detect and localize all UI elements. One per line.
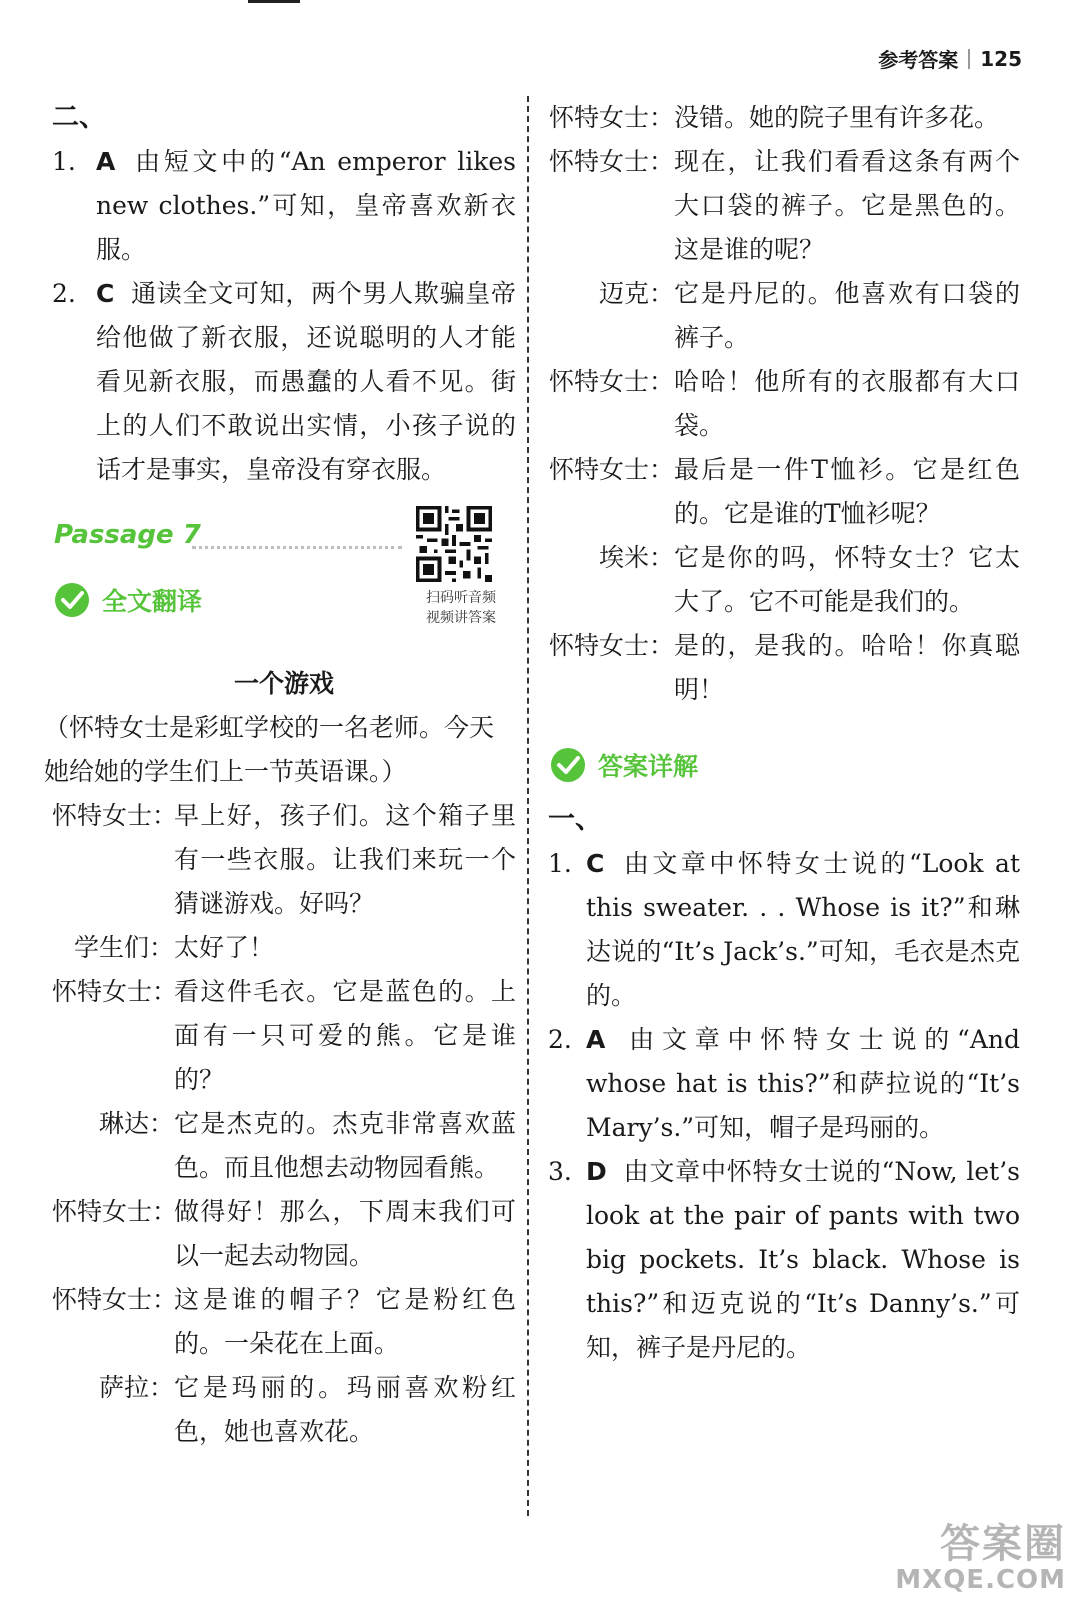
- line-text: 是的，是我的。哈哈！你真聪明！: [674, 631, 1020, 704]
- dialogue-line: [52, 1278, 516, 1366]
- speaker: 埃米：: [598, 543, 674, 572]
- qr-caption-line: 扫码听音频: [426, 590, 496, 606]
- section-mark-two: 二、: [52, 102, 106, 133]
- left-column: [44, 96, 516, 1454]
- line-text: 哈哈！他所有的衣服都有大口袋。: [674, 367, 1020, 440]
- dialogue-line: [548, 536, 1020, 624]
- answer-number: 2.: [548, 1025, 572, 1054]
- speaker: 学生们：: [73, 933, 174, 962]
- speaker: 怀特女士：: [548, 455, 674, 484]
- answer-letter: A: [96, 147, 116, 176]
- speaker: 怀特女士：: [548, 367, 674, 396]
- dialogue-line: [52, 1190, 516, 1278]
- page-header: [878, 44, 1022, 73]
- speaker: 怀特女士：: [52, 1285, 178, 1314]
- dialogue-line: [548, 360, 1020, 448]
- answer-body: [586, 842, 1020, 1018]
- line-text: 没错。她的院子里有许多花。: [674, 103, 1000, 132]
- speaker: 怀特女士：: [52, 977, 178, 1006]
- dialogue-line: [52, 794, 516, 926]
- speaker: 怀特女士：: [548, 631, 674, 660]
- translation-heading: [54, 582, 202, 618]
- answer-number: 1.: [548, 849, 572, 878]
- passage-dotted-rule: [192, 546, 402, 549]
- line-text: 现在，让我们看看这条有两个大口袋的裤子。它是黑色的。这是谁的呢？: [674, 147, 1020, 264]
- translation-heading-text: 全文翻译: [102, 587, 203, 616]
- line-text: 它是玛丽的。玛丽喜欢粉红色，她也喜欢花。: [174, 1373, 516, 1446]
- top-rule: [248, 0, 300, 3]
- answer-body: [586, 1150, 1020, 1370]
- dialogue-line: [52, 1102, 516, 1190]
- passage-label: Passage 7: [54, 520, 201, 550]
- answer-item: [52, 272, 516, 492]
- answer-number: 3.: [548, 1157, 572, 1186]
- column-divider: [527, 96, 529, 1516]
- dialogue-line: [548, 96, 1020, 140]
- story-title: 一个游戏: [233, 669, 334, 698]
- answer-text: 由文章中怀特女士说的“Look at this sweater. . . Whose is it?”和琳达说的“It’s Jack’s.”可知，毛衣是杰克的。: [586, 849, 1020, 1010]
- answer-letter: C: [96, 279, 115, 308]
- right-column: [548, 96, 1020, 1370]
- checkmark-circle-icon: [550, 747, 586, 783]
- dialogue-line: [52, 926, 516, 970]
- qr-code-icon[interactable]: [416, 506, 492, 582]
- dialogue-line: [548, 272, 1020, 360]
- answer-body: [96, 140, 516, 272]
- answer-number: 2.: [52, 279, 76, 308]
- answer-letter: C: [586, 849, 605, 878]
- speaker: 怀特女士：: [548, 147, 674, 176]
- line-text: 看这件毛衣。它是蓝色的。上面有一只可爱的熊。它是谁的？: [174, 977, 516, 1094]
- answer-body: [96, 272, 516, 492]
- answer-item: [52, 140, 516, 272]
- passage-header: [52, 506, 516, 656]
- answer-number: 1.: [52, 147, 76, 176]
- watermark-logo-text: 答案圈: [940, 1521, 1066, 1567]
- answer-item: [548, 842, 1020, 1018]
- line-text: 它是丹尼的。他喜欢有口袋的裤子。: [674, 279, 1020, 352]
- answer-letter: A: [586, 1025, 606, 1054]
- line-text: 做得好！那么，下周末我们可以一起去动物园。: [174, 1197, 516, 1270]
- speaker: 萨拉：: [98, 1373, 174, 1402]
- speaker: 怀特女士：: [52, 801, 178, 830]
- line-text: 早上好，孩子们。这个箱子里有一些衣服。让我们来玩一个猜谜游戏。好吗？: [174, 801, 516, 918]
- qr-caption-line: 视频讲答案: [426, 610, 496, 626]
- speaker: 怀特女士：: [548, 103, 674, 132]
- dialogue-line: [52, 970, 516, 1102]
- story-intro: （怀特女士是彩虹学校的一名老师。今天她给她的学生们上一节英语课。）: [44, 713, 495, 786]
- dialogue-line: [548, 448, 1020, 536]
- answers-heading-text: 答案详解: [598, 752, 699, 781]
- line-text: 这是谁的帽子？它是粉红色的。一朵花在上面。: [174, 1285, 516, 1358]
- watermark: [895, 1522, 1066, 1594]
- header-section: 参考答案: [878, 48, 959, 72]
- line-text: 它是你的吗，怀特女士？它太大了。它不可能是我们的。: [674, 543, 1020, 616]
- answer-text: 由短文中的“An emperor likes new clothes.”可知，皇帝喜欢新衣服。: [96, 147, 516, 264]
- answer-item: [548, 1150, 1020, 1370]
- speaker: 迈克：: [598, 279, 674, 308]
- section-mark-one: 一、: [548, 804, 602, 835]
- line-text: 它是杰克的。杰克非常喜欢蓝色。而且他想去动物园看熊。: [174, 1109, 516, 1182]
- answer-body: [586, 1018, 1020, 1150]
- line-text: 最后是一件T恤衫。它是红色的。它是谁的T恤衫呢？: [674, 455, 1020, 528]
- answers-heading: [550, 738, 1020, 792]
- dialogue-line: [548, 140, 1020, 272]
- answer-letter: D: [586, 1157, 607, 1186]
- watermark-url: MXQE.COM: [895, 1565, 1066, 1595]
- speaker: 琳达：: [98, 1109, 174, 1138]
- qr-caption: [406, 588, 516, 628]
- speaker: 怀特女士：: [52, 1197, 178, 1226]
- answer-text: 通读全文可知，两个男人欺骗皇帝给他做了新衣服，还说聪明的人才能看见新衣服，而愚蠢的人看不见。街上的人们不敢说出实情，小孩子说的话才是事实，皇帝没有穿衣服。: [96, 279, 516, 484]
- answer-item: [548, 1018, 1020, 1150]
- answer-text: 由文章中怀特女士说的“And whose hat is this?”和萨拉说的“It’s Mary’s.”可知，帽子是玛丽的。: [586, 1025, 1020, 1142]
- page-number: 125: [980, 46, 1022, 71]
- dialogue-line: [52, 1366, 516, 1454]
- answer-text: 由文章中怀特女士说的“Now, let’s look at the pair of pants with two big pockets. It’s black. Whose is this?”和迈克说的“It’s Danny’s.”可知，裤子是丹尼的。: [586, 1157, 1020, 1362]
- dialogue-line: [548, 624, 1020, 712]
- checkmark-circle-icon: [54, 582, 90, 618]
- header-separator: [968, 49, 970, 69]
- line-text: 太好了！: [174, 933, 275, 962]
